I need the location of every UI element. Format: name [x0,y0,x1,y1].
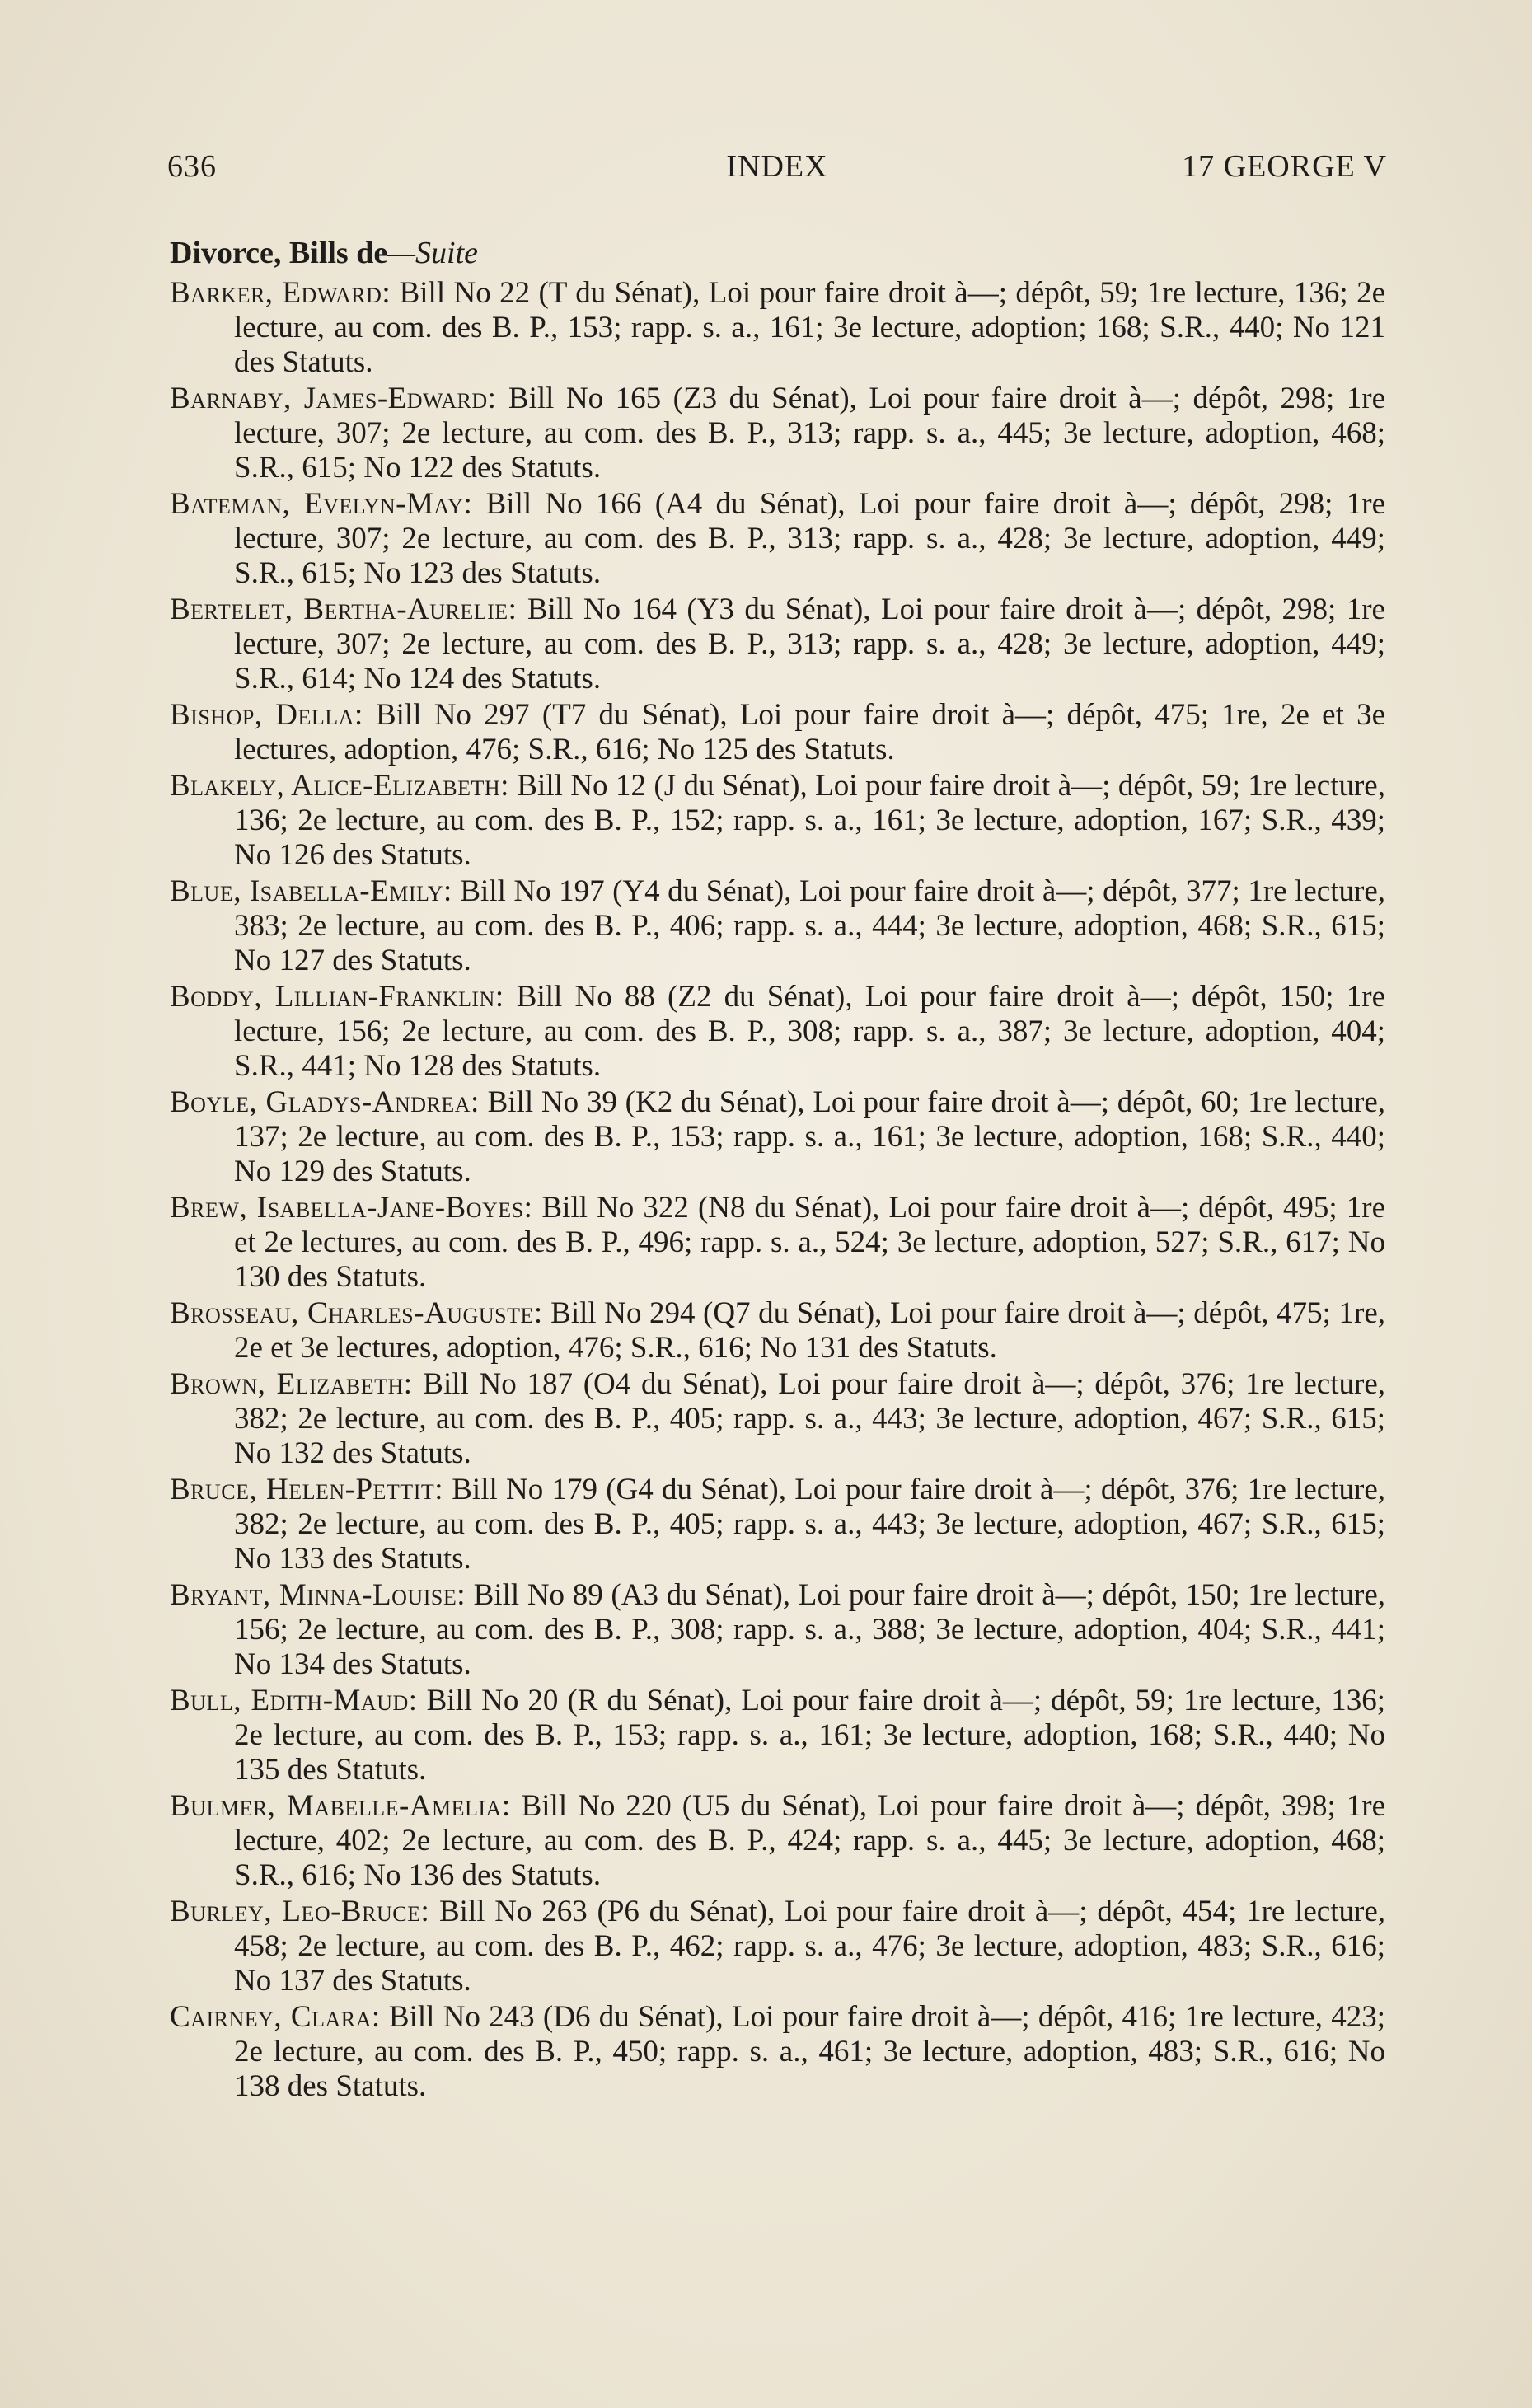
index-entry [170,1789,1385,1893]
entry-text: Bill No 39 (K2 du Sénat), Loi pour faire droit à—; dépôt, 60; 1re lecture, 137; 2e lecture, au com. des B. P., 153; rapp. s. a., 161; 3e lecture, adoption, 168; S.R., 440; No 129 des Statuts. [234,1085,1385,1188]
index-entry [170,1367,1385,1471]
entry-text: Bill No 263 (P6 du Sénat), Loi pour faire droit à—; dépôt, 454; 1re lecture, 458; 2e lecture, au com. des B. P., 462; rapp. s. a., 476; 3e lecture, adoption, 483; S.R., 616; No 137 des Statuts. [234,1895,1385,1998]
entry-name: Cairney, Clara: [170,2000,381,2034]
entry-text: Bill No 297 (T7 du Sénat), Loi pour faire droit à—; dépôt, 475; 1re, 2e et 3e lectures, adoption, 476; S.R., 616; No 125 des Statuts. [234,698,1385,766]
index-entry [170,1578,1385,1682]
index-entry [170,980,1385,1084]
entry-text: Bill No 187 (O4 du Sénat), Loi pour faire droit à—; dépôt, 376; 1re lecture, 382; 2e lecture, au com. des B. P., 405; rapp. s. a., 443; 3e lecture, adoption, 467; S.R., 615; No 132 des Statuts. [234,1367,1385,1470]
entry-name: Boddy, Lillian-Franklin: [170,980,504,1014]
index-entry [170,487,1385,591]
page-number: 636 [167,149,217,184]
entry-name: Boyle, Gladys-Andrea: [170,1085,480,1119]
entry-text: Bill No 243 (D6 du Sénat), Loi pour faire droit à—; dépôt, 416; 1re lecture, 423; 2e lecture, au com. des B. P., 450; rapp. s. a., 461; 3e lecture, adoption, 483; S.R., 616; No 138 des Statuts. [234,2000,1386,2103]
index-entry [170,698,1385,767]
entry-text: Bill No 166 (A4 du Sénat), Loi pour faire droit à—; dépôt, 298; 1re lecture, 307; 2e lecture, au com. des B. P., 313; rapp. s. a., 428; 3e lecture, adoption, 449; S.R., 615; No 123 des Statuts. [234,487,1385,590]
entry-text: Bill No 294 (Q7 du Sénat), Loi pour faire droit à—; dépôt, 475; 1re, 2e et 3e lectures, adoption, 476; S.R., 616; No 131 des Statuts. [234,1296,1385,1365]
entry-name: Bruce, Helen-Pettit: [170,1473,444,1506]
index-entry [170,874,1385,978]
entry-name: Brew, Isabella-Jane-Boyes: [170,1191,533,1225]
entry-text: Bill No 22 (T du Sénat), Loi pour faire droit à—; dépôt, 59; 1re lecture, 136; 2e lecture, au com. des B. P., 153; rapp. s. a., 161; 3e lecture, adoption; 168; S.R., 440; No 121 des Statuts. [234,276,1385,379]
entry-name: Blakely, Alice-Elizabeth: [170,769,509,803]
index-entry [170,769,1385,873]
index-entry [170,1684,1385,1787]
entry-name: Bateman, Evelyn-May: [170,487,473,521]
running-header [167,148,1387,198]
entry-text: Bill No 12 (J du Sénat), Loi pour faire droit à—; dépôt, 59; 1re lecture, 136; 2e lecture, au com. des B. P., 152; rapp. s. a., 161; 3e lecture, adoption, 167; S.R., 439; No 126 des Statuts. [234,769,1385,872]
index-entry [170,2000,1385,2104]
entry-name: Bulmer, Mabelle-Amelia: [170,1789,511,1823]
index-entry [170,1473,1385,1576]
entry-name: Brown, Elizabeth: [170,1367,413,1401]
index-entry [170,1085,1385,1189]
entry-text: Bill No 322 (N8 du Sénat), Loi pour faire droit à—; dépôt, 495; 1re et 2e lectures, au com. des B. P., 496; rapp. s. a., 524; 3e lecture, adoption, 527; S.R., 617; No 130 des Statuts. [234,1191,1385,1294]
index-entry [170,593,1385,696]
section-heading-suite: —Suite [387,236,478,270]
index-content [170,233,1385,2106]
index-entry [170,1895,1385,1998]
entry-text: Bill No 179 (G4 du Sénat), Loi pour faire droit à—; dépôt, 376; 1re lecture, 382; 2e lecture, au com. des B. P., 405; rapp. s. a., 443; 3e lecture, adoption, 467; S.R., 615; No 133 des Statuts. [234,1473,1385,1576]
entry-name: Barker, Edward: [170,276,391,310]
entry-name: Blue, Isabella-Emily: [170,874,452,908]
entry-name: Barnaby, James-Edward: [170,382,497,415]
entry-text: Bill No 20 (R du Sénat), Loi pour faire droit à—; dépôt, 59; 1re lecture, 136; 2e lecture, au com. des B. P., 153; rapp. s. a., 161; 3e lecture, adoption, 168; S.R., 440; No 135 des Statuts. [234,1684,1385,1787]
entry-text: Bill No 89 (A3 du Sénat), Loi pour faire droit à—; dépôt, 150; 1re lecture, 156; 2e lecture, au com. des B. P., 308; rapp. s. a., 388; 3e lecture, adoption, 404; S.R., 441; No 134 des Statuts. [234,1578,1385,1681]
entry-text: Bill No 164 (Y3 du Sénat), Loi pour faire droit à—; dépôt, 298; 1re lecture, 307; 2e lecture, au com. des B. P., 313; rapp. s. a., 428; 3e lecture, adoption, 449; S.R., 614; No 124 des Statuts. [234,593,1385,696]
index-entry [170,1191,1385,1295]
index-entry [170,382,1385,485]
entry-text: Bill No 165 (Z3 du Sénat), Loi pour faire droit à—; dépôt, 298; 1re lecture, 307; 2e lecture, au com. des B. P., 313; rapp. s. a., 445; 3e lecture, adoption, 468; S.R., 615; No 122 des Statuts. [234,382,1385,485]
header-right-title: 17 GEORGE V [1182,149,1387,184]
index-entry [170,1296,1385,1366]
entry-text: Bill No 197 (Y4 du Sénat), Loi pour faire droit à—; dépôt, 377; 1re lecture, 383; 2e lecture, au com. des B. P., 406; rapp. s. a., 444; 3e lecture, adoption, 468; S.R., 615; No 127 des Statuts. [234,874,1385,977]
entry-name: Burley, Leo-Bruce: [170,1895,430,1928]
header-title: INDEX [726,149,828,184]
entry-name: Bertelet, Bertha-Aurelie: [170,593,518,626]
entry-text: Bill No 88 (Z2 du Sénat), Loi pour faire droit à—; dépôt, 150; 1re lecture, 156; 2e lecture, au com. des B. P., 308; rapp. s. a., 387; 3e lecture, adoption, 404; S.R., 441; No 128 des Statuts. [234,980,1385,1083]
entry-name: Bryant, Minna-Louise: [170,1578,466,1612]
index-entry [170,276,1385,380]
entry-name: Bishop, Della: [170,698,363,732]
entry-text: Bill No 220 (U5 du Sénat), Loi pour faire droit à—; dépôt, 398; 1re lecture, 402; 2e lecture, au com. des B. P., 424; rapp. s. a., 445; 3e lecture, adoption, 468; S.R., 616; No 136 des Statuts. [234,1789,1385,1892]
entry-name: Brosseau, Charles-Auguste: [170,1296,543,1330]
section-heading [170,233,1385,273]
entry-name: Bull, Edith-Maud: [170,1684,418,1717]
section-heading-main: Divorce, Bills de [170,236,388,270]
